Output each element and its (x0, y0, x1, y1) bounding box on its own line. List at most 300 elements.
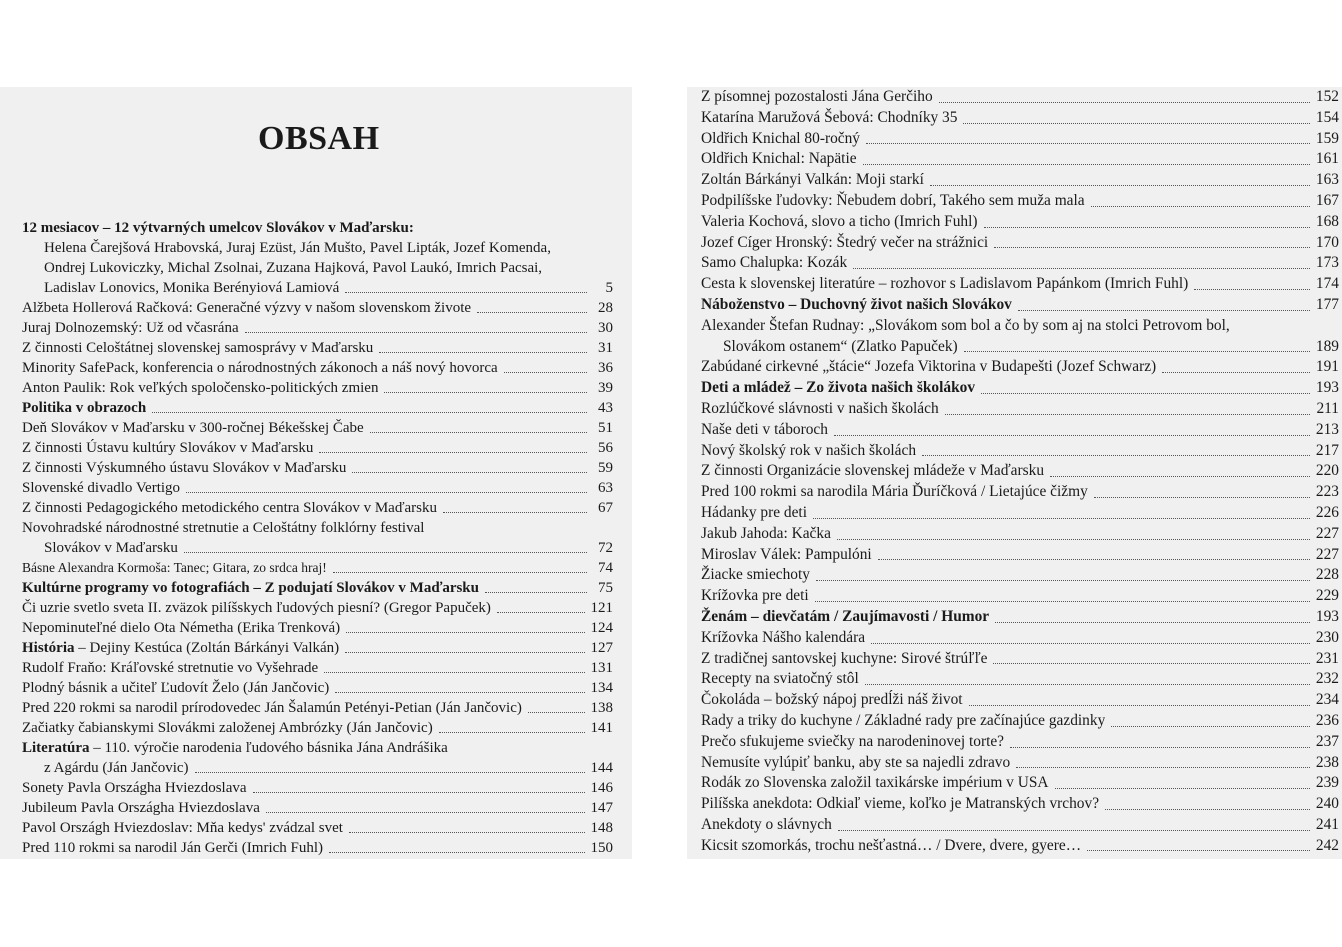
toc-page-number: 124 (590, 620, 613, 636)
toc-entry-title (701, 399, 939, 420)
toc-entry (701, 461, 1339, 482)
toc-leader-dots (346, 631, 584, 633)
toc-section-label: Náboženstvo – Duchovný život našich Slovákov (701, 295, 1012, 313)
toc-entry-title (22, 658, 318, 678)
toc-entry-title (701, 191, 1085, 212)
toc-entry (701, 836, 1339, 857)
toc-leader-dots (1087, 849, 1310, 851)
toc-page-number: 239 (1315, 774, 1339, 792)
toc-entry-text: Či uzrie svetlo sveta II. zväzok pilíšskych ľudových piesní? (Gregor Papuček) (22, 600, 491, 616)
toc-entry-text: Rodák zo Slovenska založil taxikárske impérium v USA (701, 774, 1049, 792)
toc-entry (22, 618, 613, 638)
toc-entry (22, 218, 613, 238)
toc-entry (701, 233, 1339, 254)
toc-entry (701, 545, 1339, 566)
toc-entry (701, 503, 1339, 524)
toc-entry (701, 565, 1339, 586)
toc-entry-title (701, 129, 860, 150)
toc-leader-dots (352, 471, 587, 473)
toc-entry-text: Z tradičnej santovskej kuchyne: Sirové štrúľľe (701, 649, 988, 667)
toc-leader-dots (253, 791, 585, 793)
toc-page-number: 163 (1315, 171, 1339, 189)
toc-entry (22, 698, 613, 718)
toc-entry-title (701, 711, 1105, 732)
toc-page-number: 141 (590, 720, 613, 736)
toc-entry-text: Čokoláda – božský nápoj predĺži náš život (701, 691, 963, 709)
toc-entry-text: Rudolf Fraňo: Kráľovské stretnutie vo Vyšehrade (22, 660, 319, 676)
toc-leader-dots (1055, 787, 1310, 789)
toc-section-label: História (22, 640, 75, 656)
toc-entry-title (22, 338, 373, 358)
toc-page-number: 43 (598, 400, 613, 416)
toc-entry-text: Deň Slovákov v Maďarsku v 300-ročnej Békešskej Čabe (22, 420, 364, 436)
toc-page-number: 177 (1315, 295, 1339, 313)
toc-entry-text: Ladislav Lonovics, Monika Berényiová Lamiová (44, 280, 340, 296)
toc-entry-title (22, 738, 448, 758)
toc-entry-text: Rady a triky do kuchyne / Základné rady pre začínajúce gazdinky (701, 711, 1106, 729)
toc-page-number: 227 (1315, 524, 1339, 542)
toc-page-number: 191 (1315, 358, 1339, 376)
toc-entry-title (22, 418, 364, 438)
toc-leader-dots (930, 184, 1310, 186)
toc-entry-text: Jozef Cíger Hronský: Štedrý večer na strážnici (701, 233, 989, 251)
toc-entry-title (701, 649, 987, 670)
toc-entry (22, 318, 613, 338)
toc-entry-title (701, 274, 1188, 295)
toc-entry (22, 638, 613, 658)
toc-entry-text: – 110. výročie narodenia ľudového básnika Jána Andrášika (89, 740, 448, 756)
toc-section-label: 12 mesiacov – 12 výtvarných umelcov Slovákov v Maďarsku: (22, 220, 414, 236)
toc-leader-dots (349, 831, 585, 833)
toc-page-number: 127 (590, 640, 613, 656)
toc-leader-dots (1018, 309, 1310, 311)
toc-entry-title (701, 586, 809, 607)
toc-leader-dots (477, 311, 587, 313)
toc-page-number: 231 (1315, 649, 1339, 667)
toc-entry (22, 358, 613, 378)
toc-entry (701, 607, 1339, 628)
toc-entry-title (701, 87, 933, 108)
toc-entry (701, 87, 1339, 108)
toc-leader-dots (370, 431, 587, 433)
toc-leader-dots (1050, 475, 1310, 477)
toc-entry (701, 690, 1339, 711)
toc-page-number: 193 (1315, 607, 1339, 625)
toc-page-number: 147 (590, 800, 613, 816)
toc-entry (22, 258, 613, 278)
toc-leader-dots (384, 391, 587, 393)
toc-leader-dots (995, 621, 1310, 623)
toc-entry-title (22, 598, 491, 618)
toc-leader-dots (379, 351, 587, 353)
toc-leader-dots (878, 558, 1310, 560)
toc-entry-text: Miroslav Válek: Pampulóni (701, 545, 872, 563)
toc-entry-text: – Dejiny Kestúca (Zoltán Bárkányi Valkán) (74, 640, 340, 656)
toc-leader-dots (528, 711, 585, 713)
toc-entry (701, 108, 1339, 129)
toc-entry-text: Z činnosti Ústavu kultúry Slovákov v Maďarsku (22, 440, 314, 456)
toc-entry-text: Nepominuteľné dielo Ota Németha (Erika Trenková) (22, 620, 341, 636)
toc-page-number: 232 (1315, 670, 1339, 688)
toc-entry (22, 798, 613, 818)
toc-page-number: 236 (1315, 711, 1339, 729)
toc-page-number: 213 (1315, 420, 1339, 438)
toc-leader-dots (1016, 766, 1310, 768)
toc-leader-dots (504, 371, 587, 373)
toc-entry-title (44, 238, 551, 258)
toc-entry (22, 598, 613, 618)
toc-page-number: 30 (598, 320, 613, 336)
toc-entry (22, 378, 613, 398)
toc-entry-text: Cesta k slovenskej literatúre – rozhovor s Ladislavom Papánkom (Imrich Fuhl) (701, 275, 1189, 293)
toc-entry-title (701, 108, 957, 129)
toc-page-number: 193 (1315, 379, 1339, 397)
toc-page-number: 240 (1315, 795, 1339, 813)
toc-leader-dots (993, 662, 1309, 664)
toc-section-label: Politika v obrazoch (22, 400, 147, 416)
toc-entry (22, 238, 613, 258)
toc-entry-text: Anton Paulik: Rok veľkých spoločensko-politických zmien (22, 380, 379, 396)
toc-entry (701, 191, 1339, 212)
toc-entry-text: Zoltán Bárkányi Valkán: Moji starkí (701, 171, 924, 189)
toc-entry-title (701, 170, 924, 191)
toc-entry-text: Juraj Dolnozemský: Už od včasrána (22, 320, 239, 336)
toc-entry-title (22, 778, 247, 798)
toc-entry (22, 818, 613, 838)
toc-leader-dots (439, 731, 585, 733)
toc-entry-title (701, 316, 1230, 337)
toc-page-number: 154 (1315, 108, 1339, 126)
right-page (687, 87, 1342, 859)
toc-leader-dots (329, 851, 584, 853)
toc-entry (701, 628, 1339, 649)
toc-leader-dots (863, 163, 1310, 165)
toc-entry (701, 753, 1339, 774)
toc-page-number: 161 (1315, 150, 1339, 168)
toc-entry-title (723, 337, 958, 358)
toc-leader-dots (939, 101, 1310, 103)
toc-entry-title (701, 669, 859, 690)
toc-page-number: 31 (598, 340, 613, 356)
toc-entry (701, 794, 1339, 815)
toc-entry-title (22, 838, 323, 858)
left-page (0, 87, 632, 859)
toc-entry-text: Jubileum Pavla Országha Hviezdoslava (22, 800, 260, 816)
toc-entry (22, 678, 613, 698)
toc-leader-dots (324, 671, 584, 673)
toc-entry-title (44, 538, 178, 558)
toc-page-number: 152 (1315, 88, 1339, 105)
toc-entry-title (22, 358, 498, 378)
toc-leader-dots (152, 411, 587, 413)
toc-leader-dots (964, 350, 1310, 352)
toc-entry-title (22, 498, 437, 518)
toc-page-number: 241 (1315, 815, 1339, 833)
toc-entry-text: Žiacke smiechoty (701, 566, 810, 584)
toc-entry (701, 170, 1339, 191)
toc-entry-title (701, 357, 1156, 378)
toc-page-number: 138 (590, 700, 613, 716)
toc-entry-title (22, 578, 479, 598)
toc-page-number: 223 (1315, 483, 1339, 501)
toc-entry (701, 773, 1339, 794)
toc-entry-title (22, 398, 146, 418)
toc-page-number: 234 (1315, 691, 1339, 709)
toc-page-number: 63 (598, 480, 613, 496)
toc-entry-title (22, 678, 329, 698)
toc-page-number: 167 (1315, 191, 1339, 209)
toc-leader-dots (945, 413, 1311, 415)
toc-entry-title (44, 278, 339, 298)
toc-leader-dots (969, 704, 1310, 706)
toc-leader-dots (1091, 205, 1310, 207)
toc-page-number: 56 (598, 440, 613, 456)
toc-entry-text: Z činnosti Organizácie slovenskej mládeže v Maďarsku (701, 462, 1045, 480)
toc-entry (701, 732, 1339, 753)
toc-entry (701, 669, 1339, 690)
toc-list-right (701, 87, 1339, 856)
toc-page-number: 74 (598, 560, 613, 576)
toc-leader-dots (813, 517, 1310, 519)
toc-leader-dots (266, 811, 585, 813)
toc-page-number: 242 (1315, 836, 1339, 854)
toc-entry (22, 438, 613, 458)
toc-entry (701, 253, 1339, 274)
toc-page-number: 229 (1315, 587, 1339, 605)
toc-leader-dots (871, 642, 1310, 644)
toc-entry (22, 838, 613, 858)
toc-entry (701, 316, 1339, 337)
toc-entry (701, 274, 1339, 295)
toc-entry (701, 441, 1339, 462)
toc-entry (701, 129, 1339, 150)
toc-heading: OBSAH (258, 120, 380, 157)
toc-entry-title (701, 628, 865, 649)
toc-entry-text: Krížovka pre deti (701, 587, 809, 605)
toc-entry (22, 498, 613, 518)
toc-entry-text: Pred 100 rokmi sa narodila Mária Ďuríčková / Lietajúce čižmy (701, 483, 1088, 501)
toc-entry-title (44, 258, 542, 278)
toc-entry (22, 658, 613, 678)
toc-entry-text: Sonety Pavla Országha Hviezdoslava (22, 780, 247, 796)
toc-entry-text: Z činnosti Celoštátnej slovenskej samosprávy v Maďarsku (22, 340, 374, 356)
toc-leader-dots (816, 579, 1310, 581)
toc-page-number: 150 (590, 840, 613, 856)
toc-entry-text: Pilíšska anekdota: Odkiaľ vieme, koľko je Matranských vrchov? (701, 795, 1100, 813)
toc-entry-text: z Agárdu (Ján Jančovic) (44, 760, 189, 776)
toc-entry-text: Valeria Kochová, slovo a ticho (Imrich Fuhl) (701, 212, 978, 230)
toc-entry (701, 524, 1339, 545)
toc-entry (701, 586, 1339, 607)
toc-leader-dots (345, 291, 587, 293)
toc-entry-title (701, 607, 989, 628)
toc-page-number: 5 (605, 280, 613, 296)
toc-entry-title (701, 753, 1010, 774)
toc-entry-title (701, 212, 978, 233)
toc-entry-text: Začiatky čabianskymi Slovákmi založenej Ambrózky (Ján Jančovic) (22, 720, 433, 736)
toc-entry-title (22, 818, 343, 838)
toc-page-number: 148 (590, 820, 613, 836)
toc-entry-text: Pavol Országh Hviezdoslav: Mňa kedys' zvádzal svet (22, 820, 343, 836)
toc-entry-title (22, 478, 180, 498)
toc-section-label: Kultúrne programy vo fotografiách – Z podujatí Slovákov v Maďarsku (22, 580, 479, 596)
toc-entry (701, 295, 1339, 316)
toc-entry-title (22, 318, 239, 338)
toc-entry-title (701, 441, 916, 462)
toc-page-number: 238 (1315, 753, 1339, 771)
toc-entry (22, 738, 613, 758)
toc-entry-title (701, 482, 1088, 503)
toc-leader-dots (922, 454, 1310, 456)
toc-leader-dots (335, 691, 584, 693)
toc-entry (701, 399, 1339, 420)
toc-entry-title (701, 233, 988, 254)
toc-entry (22, 298, 613, 318)
toc-entry-text: Pred 220 rokmi sa narodil prírodovedec Ján Šalamún Petényi-Petian (Ján Jančovic) (22, 700, 522, 716)
toc-leader-dots (1010, 746, 1310, 748)
toc-entry (701, 149, 1339, 170)
toc-entry-text: Katarína Maružová Šebová: Chodníky 35 (701, 108, 958, 126)
toc-entry (22, 758, 613, 778)
toc-entry-title (22, 798, 260, 818)
page-gutter (632, 87, 687, 859)
toc-page-number: 51 (598, 420, 613, 436)
toc-page-number: 237 (1315, 732, 1339, 750)
toc-page-number: 59 (598, 460, 613, 476)
toc-entry-text: Anekdoty o slávnych (701, 815, 832, 833)
toc-page-number: 173 (1315, 254, 1339, 272)
toc-leader-dots (866, 142, 1310, 144)
toc-leader-dots (984, 226, 1310, 228)
toc-entry-text: Slovenské divadlo Vertigo (22, 480, 181, 496)
toc-entry (701, 337, 1339, 358)
toc-entry-title (701, 815, 832, 836)
toc-leader-dots (1162, 371, 1310, 373)
toc-entry-title (22, 458, 346, 478)
toc-entry (22, 718, 613, 738)
toc-entry-text: Naše deti v táboroch (701, 420, 828, 438)
toc-page-number: 36 (598, 360, 613, 376)
toc-entry (22, 338, 613, 358)
toc-entry (701, 357, 1339, 378)
toc-entry-text: Z činnosti Pedagogického metodického centra Slovákov v Maďarsku (22, 500, 438, 516)
toc-page-number: 144 (590, 760, 613, 776)
toc-page-number: 228 (1315, 566, 1339, 584)
toc-entry-text: Alžbeta Hollerová Račková: Generačné výzvy v našom slovenskom živote (22, 300, 472, 316)
toc-entry-text: Minority SafePack, konferencia o národnostných zákonoch a náš nový hovorca (22, 360, 498, 376)
toc-entry-title (701, 461, 1044, 482)
toc-entry-text: Oldřich Knichal: Napätie (701, 150, 857, 168)
toc-page-number: 121 (590, 600, 613, 616)
toc-entry-text: Recepty na sviatočný stôl (701, 670, 859, 688)
toc-leader-dots (497, 611, 585, 613)
toc-entry-text: Rozlúčkové slávnosti v našich školách (701, 399, 939, 417)
toc-entry (22, 558, 613, 578)
toc-page-number: 230 (1315, 628, 1339, 646)
toc-page-number: 168 (1315, 212, 1339, 230)
toc-entry-title (701, 295, 1012, 316)
toc-entry (22, 578, 613, 598)
toc-entry-text: Z písomnej pozostalosti Jána Gerčiho (701, 88, 933, 105)
toc-page-number: 131 (590, 660, 613, 676)
toc-page-number: 227 (1315, 545, 1339, 563)
toc-leader-dots (1194, 288, 1310, 290)
toc-entry-title (22, 638, 339, 658)
toc-entry (701, 815, 1339, 836)
toc-page-number: 72 (598, 540, 613, 556)
toc-entry (22, 458, 613, 478)
toc-entry-title (22, 718, 433, 738)
toc-page-number: 226 (1315, 503, 1339, 521)
toc-entry-text: Novohradské národnostné stretnutie a Celoštátny folklórny festival (22, 520, 425, 536)
toc-page-number: 75 (598, 580, 613, 596)
toc-entry-title (701, 690, 963, 711)
toc-leader-dots (838, 829, 1310, 831)
toc-entry-title (701, 149, 857, 170)
toc-entry-title (701, 732, 1004, 753)
toc-entry-text: Podpilíšske ľudovky: Ňebudem dobrí, Takého sem muža mala (701, 191, 1085, 209)
toc-entry (701, 649, 1339, 670)
toc-leader-dots (1094, 496, 1310, 498)
toc-leader-dots (245, 331, 587, 333)
toc-entry-title (701, 503, 807, 524)
toc-entry-text: Oldřich Knichal 80-ročný (701, 129, 860, 147)
toc-list-left (22, 218, 613, 858)
toc-entry-text: Slovákov v Maďarsku (44, 540, 178, 556)
toc-entry-text: Alexander Štefan Rudnay: „Slovákom som bol a čo by som aj na stolci Petrovom bol, (701, 316, 1230, 334)
toc-entry-text: Krížovka Nášho kalendára (701, 628, 866, 646)
toc-leader-dots (1111, 725, 1310, 727)
toc-entry-text: Slovákom ostanem“ (Zlatko Papuček) (723, 337, 958, 355)
toc-entry-text: Hádanky pre deti (701, 503, 807, 521)
toc-leader-dots (994, 246, 1310, 248)
toc-page-number: 220 (1315, 462, 1339, 480)
toc-entry-title (701, 420, 828, 441)
toc-leader-dots (184, 551, 587, 553)
toc-entry-title (22, 518, 424, 538)
toc-leader-dots (853, 267, 1310, 269)
toc-entry-title (22, 298, 471, 318)
toc-entry-title (701, 565, 810, 586)
toc-entry-text: Prečo sfukujeme sviečky na narodeninovej torte? (701, 732, 1005, 750)
toc-page-number: 67 (598, 500, 613, 516)
toc-entry (22, 538, 613, 558)
toc-leader-dots (485, 591, 587, 593)
toc-leader-dots (319, 451, 587, 453)
toc-leader-dots (186, 491, 587, 493)
toc-entry-title (701, 836, 1081, 857)
toc-leader-dots (195, 771, 585, 773)
toc-leader-dots (333, 571, 587, 573)
toc-entry-title (701, 253, 847, 274)
toc-entry-title (22, 438, 313, 458)
toc-entry (701, 711, 1339, 732)
toc-entry (22, 518, 613, 538)
toc-entry (701, 378, 1339, 399)
toc-entry-title (701, 773, 1049, 794)
toc-entry (22, 278, 613, 298)
toc-entry-text: Ondrej Lukoviczky, Michal Zsolnai, Zuzana Hajková, Pavol Laukó, Imrich Pacsai, (44, 260, 543, 276)
toc-entry-text: Nemusíte vylúpiť banku, aby ste sa najedli zdravo (701, 753, 1011, 771)
toc-entry-text: Plodný básnik a učiteľ Ľudovít Želo (Ján Jančovic) (22, 680, 330, 696)
toc-entry-text: Pred 110 rokmi sa narodil Ján Gerči (Imrich Fuhl) (22, 840, 324, 856)
toc-leader-dots (1105, 808, 1310, 810)
toc-leader-dots (815, 600, 1310, 602)
toc-leader-dots (837, 538, 1310, 540)
toc-entry-title (44, 758, 189, 778)
toc-entry-title (22, 218, 414, 238)
toc-entry-text: Zabúdané cirkevné „štácie“ Jozefa Viktorina v Budapešti (Jozef Schwarz) (701, 358, 1157, 376)
